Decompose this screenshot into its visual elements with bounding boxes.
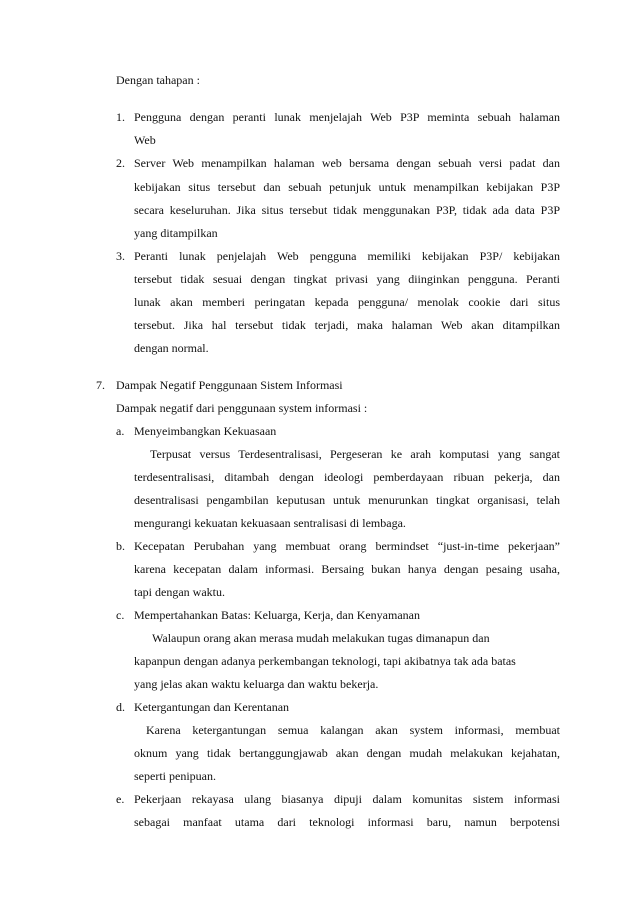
step-line: lunak akan memberi peringatan kepada pengguna/ menolak cookie dari situs bbox=[134, 295, 560, 309]
step-line: secara keseluruhan. Jika situs tersebut tidak menggunakan P3P, tidak ada data P3P bbox=[134, 203, 560, 217]
step-number-1: 1. bbox=[116, 110, 125, 124]
item-line: sebagai manfaat utama dari teknologi informasi baru, namun berpotensi bbox=[134, 815, 560, 829]
section-title: Dampak Negatif Penggunaan Sistem Informasi bbox=[116, 378, 343, 392]
item-line: Karena ketergantungan semua kalangan akan system informasi, membuat bbox=[146, 723, 560, 737]
item-title: Menyeimbangkan Kekuasaan bbox=[134, 424, 277, 438]
step-line: Server Web menampilkan halaman web bersama dengan sebuah versi padat dan bbox=[134, 156, 560, 170]
item-letter-c: c. bbox=[116, 608, 125, 622]
step-line: Peranti lunak penjelajah Web pengguna memiliki kebijakan P3P/ kebijakan bbox=[134, 249, 560, 263]
item-line: Terpusat versus Terdesentralisasi, Pergeseran ke arah komputasi yang sangat bbox=[150, 447, 560, 461]
intro-text: Dengan tahapan : bbox=[116, 73, 200, 87]
item-title: Pekerjaan rekayasa ulang biasanya dipuji dalam komunitas sistem informasi bbox=[134, 792, 560, 806]
item-line: Walaupun orang akan merasa mudah melakukan tugas dimanapun dan bbox=[152, 631, 490, 645]
item-line: tapi dengan waktu. bbox=[134, 585, 225, 599]
section-intro: Dampak negatif dari penggunaan system informasi : bbox=[116, 401, 368, 415]
step-number-2: 2. bbox=[116, 156, 125, 170]
item-line: yang jelas akan waktu keluarga dan waktu bekerja. bbox=[134, 677, 379, 691]
item-letter-e: e. bbox=[116, 792, 125, 806]
item-letter-a: a. bbox=[116, 424, 125, 438]
item-title: Mempertahankan Batas: Keluarga, Kerja, dan Kenyamanan bbox=[134, 608, 420, 622]
item-line: seperti penipuan. bbox=[134, 769, 216, 783]
step-line: kebijakan situs tersebut dan sebuah petunjuk untuk menampilkan kebijakan P3P bbox=[134, 180, 560, 194]
step-line: yang ditampilkan bbox=[134, 226, 218, 240]
item-title: Kecepatan Perubahan yang membuat orang bermindset “just-in-time pekerjaan” bbox=[134, 539, 560, 553]
step-line: Web bbox=[134, 133, 156, 147]
item-line: desentralisasi pengambilan keputusan untuk menurunkan tingkat organisasi, telah bbox=[134, 493, 560, 507]
item-line: karena kecepatan dalam informasi. Bersaing bukan hanya dengan pesaing usaha, bbox=[134, 562, 560, 576]
item-title: Ketergantungan dan Kerentanan bbox=[134, 700, 290, 714]
item-line: oknum yang tidak bertanggungjawab akan dengan mudah melakukan kejahatan, bbox=[134, 746, 560, 760]
item-line: kapanpun dengan adanya perkembangan teknologi, tapi akibatnya tak ada batas bbox=[134, 654, 516, 668]
item-line: terdesentralisasi, ditambah dengan ideologi pemberdayaan ribuan pekerja, dan bbox=[134, 470, 560, 484]
step-number-3: 3. bbox=[116, 249, 125, 263]
section-number: 7. bbox=[96, 378, 105, 392]
item-letter-d: d. bbox=[116, 700, 125, 714]
item-letter-b: b. bbox=[116, 539, 125, 553]
step-line: Pengguna dengan peranti lunak menjelajah Web P3P meminta sebuah halaman bbox=[134, 110, 560, 124]
step-line: dengan normal. bbox=[134, 341, 209, 355]
step-line: tersebut. Jika hal tersebut tidak terjadi, maka halaman Web akan ditampilkan bbox=[134, 318, 560, 332]
step-line: tersebut tidak sesuai dengan tingkat privasi yang diinginkan pengguna. Peranti bbox=[134, 272, 560, 286]
item-line: mengurangi kekuatan kekuasaan sentralisasi di lembaga. bbox=[134, 516, 406, 530]
